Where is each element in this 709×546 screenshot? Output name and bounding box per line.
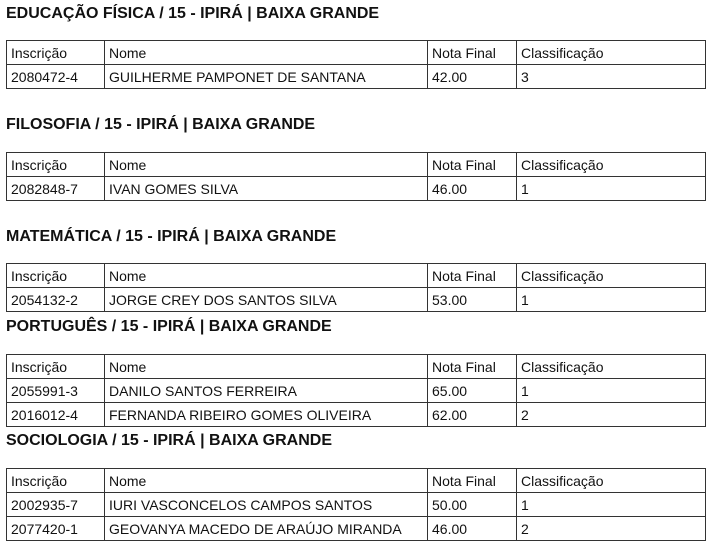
- header-classificacao: Classificação: [517, 41, 706, 65]
- cell-classificacao: 1: [517, 493, 706, 517]
- cell-nome: GEOVANYA MACEDO DE ARAÚJO MIRANDA: [105, 517, 428, 541]
- cell-nome: IVAN GOMES SILVA: [105, 177, 428, 201]
- results-table-educacao-fisica: [6, 40, 706, 89]
- header-nota-final: Nota Final: [428, 41, 517, 65]
- section-title-educacao-fisica: EDUCAÇÃO FÍSICA / 15 - IPIRÁ | BAIXA GRANDE: [6, 5, 380, 22]
- results-table-portugues: [6, 354, 706, 427]
- header-classificacao: Classificação: [517, 355, 706, 379]
- table-row: [7, 288, 706, 312]
- table-header-row: [7, 469, 706, 493]
- cell-inscricao: 2016012-4: [7, 403, 105, 427]
- cell-classificacao: 1: [517, 379, 706, 403]
- header-classificacao: Classificação: [517, 469, 706, 493]
- header-classificacao: Classificação: [517, 264, 706, 288]
- header-nome: Nome: [105, 355, 428, 379]
- table-row: [7, 493, 706, 517]
- section-title-filosofia: FILOSOFIA / 15 - IPIRÁ | BAIXA GRANDE: [6, 116, 316, 133]
- table-row: [7, 403, 706, 427]
- section-title-matematica: MATEMÁTICA / 15 - IPIRÁ | BAIXA GRANDE: [6, 228, 337, 245]
- results-table-matematica: [6, 263, 706, 312]
- cell-classificacao: 2: [517, 517, 706, 541]
- header-nota-final: Nota Final: [428, 469, 517, 493]
- header-nome: Nome: [105, 469, 428, 493]
- table-header-row: [7, 153, 706, 177]
- header-nome: Nome: [105, 41, 428, 65]
- header-inscricao: Inscrição: [7, 153, 105, 177]
- table-header-row: [7, 41, 706, 65]
- table-row: [7, 379, 706, 403]
- cell-nome: DANILO SANTOS FERREIRA: [105, 379, 428, 403]
- table-row: [7, 65, 706, 89]
- cell-inscricao: 2002935-7: [7, 493, 105, 517]
- header-inscricao: Inscrição: [7, 41, 105, 65]
- cell-inscricao: 2080472-4: [7, 65, 105, 89]
- cell-nota-final: 46.00: [428, 517, 517, 541]
- results-table-sociologia: [6, 468, 706, 541]
- cell-classificacao: 3: [517, 65, 706, 89]
- table-row: [7, 177, 706, 201]
- cell-nome: GUILHERME PAMPONET DE SANTANA: [105, 65, 428, 89]
- section-title-portugues: PORTUGUÊS / 15 - IPIRÁ | BAIXA GRANDE: [6, 318, 332, 335]
- table-row: [7, 517, 706, 541]
- header-nota-final: Nota Final: [428, 264, 517, 288]
- results-table-filosofia: [6, 152, 706, 201]
- table-header-row: [7, 355, 706, 379]
- header-inscricao: Inscrição: [7, 469, 105, 493]
- table-header-row: [7, 264, 706, 288]
- cell-inscricao: 2054132-2: [7, 288, 105, 312]
- cell-nome: FERNANDA RIBEIRO GOMES OLIVEIRA: [105, 403, 428, 427]
- cell-nota-final: 62.00: [428, 403, 517, 427]
- cell-nota-final: 50.00: [428, 493, 517, 517]
- section-title-sociologia: SOCIOLOGIA / 15 - IPIRÁ | BAIXA GRANDE: [6, 432, 332, 449]
- cell-nota-final: 53.00: [428, 288, 517, 312]
- header-nota-final: Nota Final: [428, 355, 517, 379]
- header-classificacao: Classificação: [517, 153, 706, 177]
- cell-inscricao: 2082848-7: [7, 177, 105, 201]
- header-inscricao: Inscrição: [7, 355, 105, 379]
- header-nota-final: Nota Final: [428, 153, 517, 177]
- header-nome: Nome: [105, 264, 428, 288]
- cell-inscricao: 2077420-1: [7, 517, 105, 541]
- cell-classificacao: 1: [517, 288, 706, 312]
- cell-inscricao: 2055991-3: [7, 379, 105, 403]
- cell-classificacao: 1: [517, 177, 706, 201]
- cell-nota-final: 65.00: [428, 379, 517, 403]
- cell-classificacao: 2: [517, 403, 706, 427]
- header-nome: Nome: [105, 153, 428, 177]
- cell-nota-final: 46.00: [428, 177, 517, 201]
- header-inscricao: Inscrição: [7, 264, 105, 288]
- cell-nota-final: 42.00: [428, 65, 517, 89]
- cell-nome: IURI VASCONCELOS CAMPOS SANTOS: [105, 493, 428, 517]
- cell-nome: JORGE CREY DOS SANTOS SILVA: [105, 288, 428, 312]
